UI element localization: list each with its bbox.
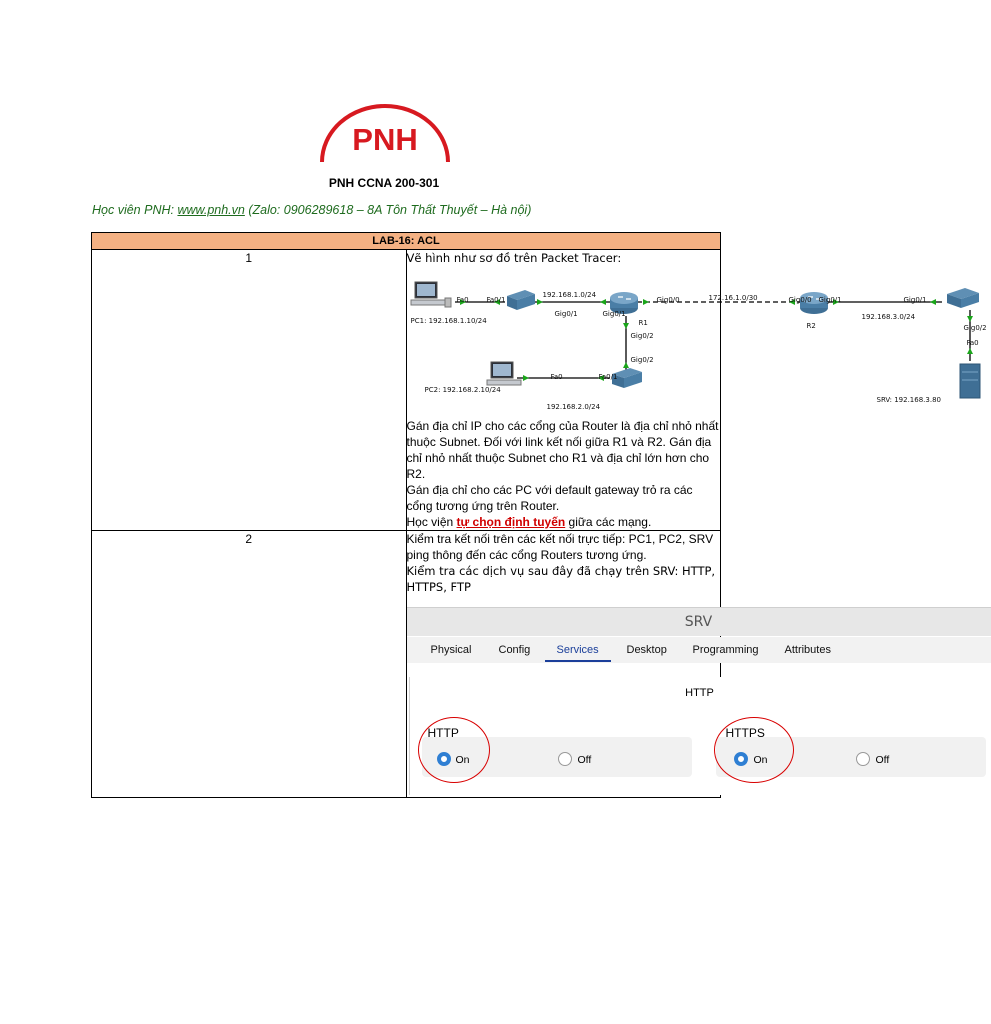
packet-tracer-window xyxy=(407,607,991,797)
label-r1: R1 xyxy=(638,319,648,327)
https-off-radio[interactable] xyxy=(856,752,870,766)
http-off-label: Off xyxy=(577,754,592,766)
panel-heading: HTTP xyxy=(685,687,714,699)
row1-para2: Gán địa chỉ cho các PC với default gateway trỏ ra các cổng tương ứng trên Router. xyxy=(406,483,693,513)
label-gig02-sw3: Gig0/2 xyxy=(963,324,987,332)
row2-line2: Kiểm tra các dịch vụ sau đây đã chạy trên SRV: HTTP, HTTPS, FTP xyxy=(406,564,716,594)
document-title: PNH CCNA 200-301 xyxy=(328,176,440,190)
label-wan: 172.16.1.0/30 xyxy=(708,294,758,302)
https-service-label: HTTPS xyxy=(725,726,765,740)
lab-table xyxy=(91,232,987,798)
http-on-label: On xyxy=(455,754,470,766)
network-diagram xyxy=(407,268,987,414)
http-service-label: HTTP xyxy=(427,726,459,740)
label-gig02-sw2: Gig0/2 xyxy=(630,356,654,364)
lab-header: LAB-16: ACL xyxy=(92,233,721,250)
row2-line1: Kiểm tra kết nối trên các kết nối trực tiếp: PC1, PC2, SRV ping thông đến các cổng Routers tương ứng. xyxy=(406,532,714,562)
label-pc1: PC1: 192.168.1.10/24 xyxy=(410,317,487,325)
pnh-logo xyxy=(318,100,452,170)
label-gig00-r2: Gig0/0 xyxy=(788,296,812,304)
academy-suffix: (Zalo: 0906289618 – 8A Tôn Thất Thuyết – Hà nội) xyxy=(244,203,532,217)
switch1-icon xyxy=(507,290,535,310)
label-net1: 192.168.1.0/24 xyxy=(542,291,597,299)
label-net3: 192.168.3.0/24 xyxy=(861,313,916,321)
academy-info xyxy=(92,203,531,217)
row1-para3 xyxy=(407,514,721,530)
label-gig00-r1: Gig0/0 xyxy=(656,296,680,304)
label-pc2: PC2: 192.168.2.10/24 xyxy=(424,386,501,394)
pc1-icon xyxy=(411,282,451,307)
row-content xyxy=(406,531,890,798)
row-intro: Vẽ hình như sơ đồ trên Packet Tracer: xyxy=(406,251,622,265)
window-title: SRV xyxy=(407,607,991,636)
para3-suffix: giữa các mạng. xyxy=(565,515,652,529)
https-off-label: Off xyxy=(875,754,890,766)
row-number: 1 xyxy=(92,250,407,531)
row-content xyxy=(406,250,987,531)
tab-services[interactable]: Services xyxy=(545,642,611,662)
tab-config[interactable]: Config xyxy=(498,644,531,656)
label-fa01-sw2: Fa0/1 xyxy=(598,373,618,381)
label-fa0-srv: Fa0 xyxy=(966,339,979,347)
para3-prefix: Học viện xyxy=(406,515,457,529)
table-row xyxy=(92,250,721,531)
academy-link[interactable]: www.pnh.vn xyxy=(177,203,245,217)
tab-programming[interactable]: Programming xyxy=(692,644,759,656)
label-fa0-pc2: Fa0 xyxy=(550,373,563,381)
label-r2: R2 xyxy=(806,322,816,330)
label-srv: SRV: 192.168.3.80 xyxy=(876,396,941,404)
para3-highlight: tự chọn định tuyến xyxy=(456,515,566,529)
server-icon xyxy=(960,364,980,398)
services-panel xyxy=(409,677,990,795)
https-on-label: On xyxy=(753,754,768,766)
label-fa0-pc1: Fa0 xyxy=(456,296,469,304)
row1-para1: Gán địa chỉ IP cho các cổng của Router là địa chỉ nhỏ nhất thuộc Subnet. Đối với link kết nối giữa R1 và R2. Gán địa chỉ nhỏ nhất thuộc Subnet cho R1 và địa chỉ lớn hơn cho R2. xyxy=(406,419,719,481)
row-number: 2 xyxy=(92,531,407,798)
tab-physical[interactable]: Physical xyxy=(430,644,472,656)
tab-bar xyxy=(407,637,991,663)
switch3-icon xyxy=(947,288,979,308)
label-net2: 192.168.2.0/24 xyxy=(546,403,601,411)
tab-desktop[interactable]: Desktop xyxy=(626,644,667,656)
http-off-radio[interactable] xyxy=(558,752,572,766)
table-row xyxy=(92,531,721,798)
logo-text: PNH xyxy=(352,122,418,157)
label-fa01-sw1: Fa0/1 xyxy=(486,296,506,304)
https-highlight-circle xyxy=(714,717,794,783)
label-gig01-sw3: Gig0/1 xyxy=(903,296,927,304)
label-gig01-r2: Gig0/1 xyxy=(818,296,842,304)
academy-prefix: Học viên PNH: xyxy=(92,203,178,217)
label-gig01-sw1: Gig0/1 xyxy=(554,310,578,318)
label-gig02-r1: Gig0/2 xyxy=(630,332,654,340)
http-highlight-circle xyxy=(418,717,490,783)
label-gig01-r1: Gig0/1 xyxy=(602,310,626,318)
tab-attributes[interactable]: Attributes xyxy=(784,644,831,656)
